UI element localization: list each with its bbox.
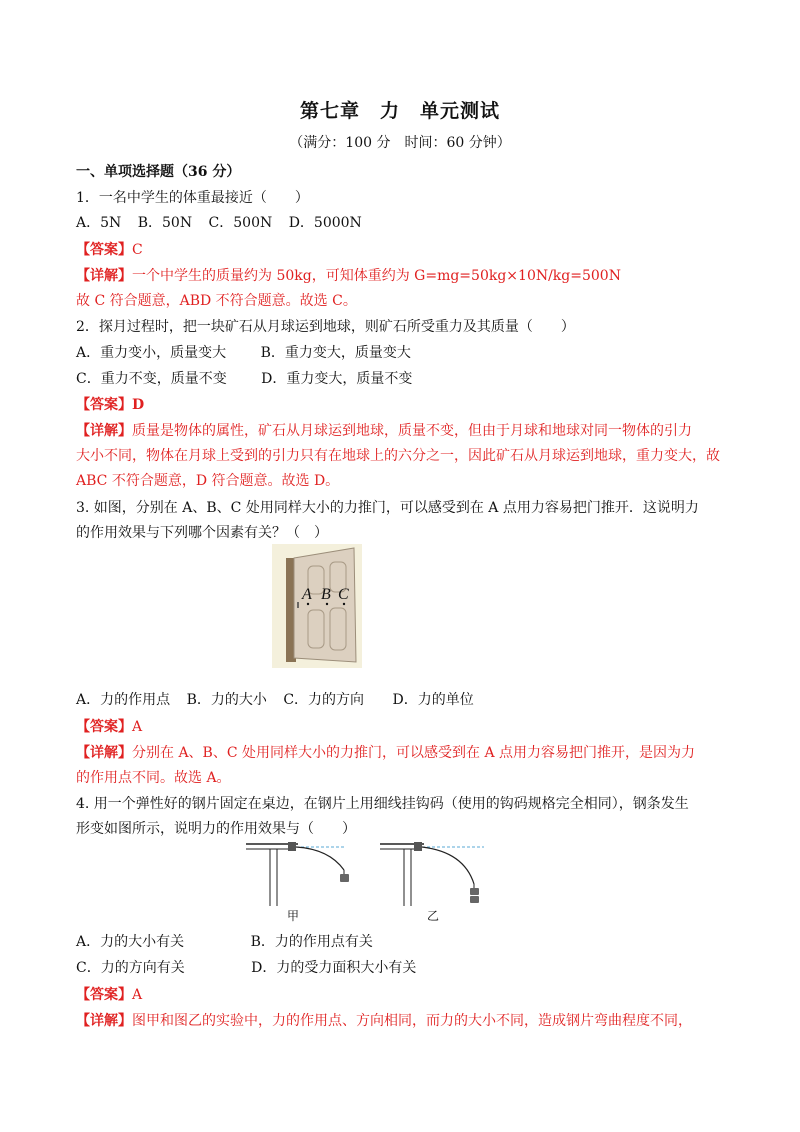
answer-value: A (132, 719, 143, 735)
q4-stem-1: 4. 用一个弹性好的钢片固定在桌边，在钢片上用细线挂钩码（使用的钩码规格完全相同），钢条发生 (76, 796, 689, 812)
point-b-dot (326, 603, 328, 605)
q2-option-c: C．重力不变，质量不变 (76, 371, 227, 387)
figure-jia (246, 842, 349, 923)
hook-weight (470, 888, 479, 895)
clamp (288, 842, 296, 851)
answer-tag: 【答案】 (76, 242, 132, 258)
detail-tag: 【详解】 (76, 745, 132, 761)
detail-tag: 【详解】 (76, 268, 132, 284)
q2-detail-3: ABC 不符合题意，D 符合题意。故选 D。 (76, 473, 340, 489)
q2-stem: 2．探月过程时，把一块矿石从月球运到地球，则矿石所受重力及其质量（ ） (76, 319, 575, 335)
detail-tag: 【详解】 (76, 1013, 132, 1029)
figure-yi (380, 842, 484, 923)
q1-option-b: B．50N (137, 215, 193, 231)
detail-tag: 【详解】 (76, 423, 132, 439)
q2-options-row2 (76, 369, 412, 389)
q4-option-c: C．力的方向有关 (76, 960, 185, 976)
q1-options (76, 213, 362, 233)
point-label-a: A (302, 586, 312, 603)
page-subtitle: （满分：100 分 时间：60 分钟） (289, 135, 511, 151)
hook-weight (470, 896, 479, 903)
q3-stem-2: 的作用效果与下列哪个因素有关？（ ） (76, 525, 328, 541)
q1-option-d: D．5000N (288, 215, 362, 231)
q1-detail-2: 故 C 符合题意，ABD 不符合题意。故选 C。 (76, 293, 357, 309)
q4-stem-2: 形变如图所示，说明力的作用效果与（ ） (76, 821, 356, 837)
point-label-c: C (338, 586, 349, 603)
q3-detail-1: 【详解】分别在 A、B、C 处用同样大小的力推门，可以感受到在 A 点用力容易把门推开，是因为力 (76, 745, 696, 761)
q1-detail-1: 【详解】一个中学生的质量约为 50kg，可知体重约为 G=mg=50kg×10N/kg=500N (76, 268, 621, 284)
q4-detail-1: 【详解】图甲和图乙的实验中，力的作用点、方向相同，而力的大小不同，造成钢片弯曲程度不同， (76, 1013, 692, 1029)
q1-answer (76, 240, 143, 260)
point-label-b: B (321, 586, 331, 603)
q4-options-row1 (76, 932, 373, 952)
answer-tag: 【答案】 (76, 397, 132, 413)
point-a-dot (307, 603, 309, 605)
clamp (414, 842, 422, 851)
section-heading: 一、单项选择题（36 分） (76, 164, 241, 180)
answer-tag: 【答案】 (76, 719, 132, 735)
q3-option-d: D．力的单位 (392, 692, 474, 708)
point-c-dot (343, 603, 345, 605)
q2-detail-1: 【详解】质量是物体的属性，矿石从月球运到地球，质量不变，但由于月球和地球对同一物体的引力 (76, 423, 692, 439)
q3-stem-1: 3. 如图，分别在 A、B、C 处用同样大小的力推门，可以感受到在 A 点用力容易把门推开．这说明力 (76, 500, 699, 516)
q1-option-a: A．5N (76, 215, 122, 231)
q3-detail-2: 的作用点不同。故选 A。 (76, 770, 231, 786)
q2-detail-2: 大小不同，物体在月球上受到的引力只有在地球上的六分之一，因此矿石从月球运到地球，重力变大，故 (76, 448, 720, 464)
figure-label-jia: 甲 (287, 909, 300, 923)
steel-strip (296, 847, 344, 870)
page-title: 第七章 力 单元测试 (299, 100, 500, 122)
answer-value: D (132, 397, 145, 413)
q3-option-a: A．力的作用点 (76, 692, 171, 708)
q2-options-row1 (76, 343, 411, 363)
steel-strip-figure (244, 840, 494, 925)
q3-option-b: B．力的大小 (186, 692, 267, 708)
q1-stem: 1．一名中学生的体重最接近（ ） (76, 190, 309, 206)
hook-weight (340, 874, 349, 882)
answer-value: A (132, 987, 143, 1003)
q4-option-a: A．力的大小有关 (76, 934, 185, 950)
q2-option-a: A．重力变小，质量变大 (76, 345, 227, 361)
answer-value: C (132, 242, 143, 258)
q2-option-b: B．重力变大，质量变大 (260, 345, 411, 361)
q2-option-d: D．重力变大，质量不变 (261, 371, 413, 387)
q4-options-row2 (76, 958, 416, 978)
q4-option-b: B．力的作用点有关 (250, 934, 373, 950)
door-panel (294, 548, 356, 662)
answer-tag: 【答案】 (76, 987, 132, 1003)
figure-label-yi: 乙 (427, 909, 440, 923)
q3-answer (76, 717, 142, 737)
q1-option-c: C．500N (208, 215, 273, 231)
q4-answer (76, 985, 142, 1005)
q3-option-c: C．力的方向 (283, 692, 365, 708)
steel-strip (422, 847, 474, 884)
q4-option-d: D．力的受力面积大小有关 (251, 960, 417, 976)
door-figure (272, 544, 362, 668)
q2-answer (76, 395, 144, 415)
q3-options (76, 690, 474, 710)
